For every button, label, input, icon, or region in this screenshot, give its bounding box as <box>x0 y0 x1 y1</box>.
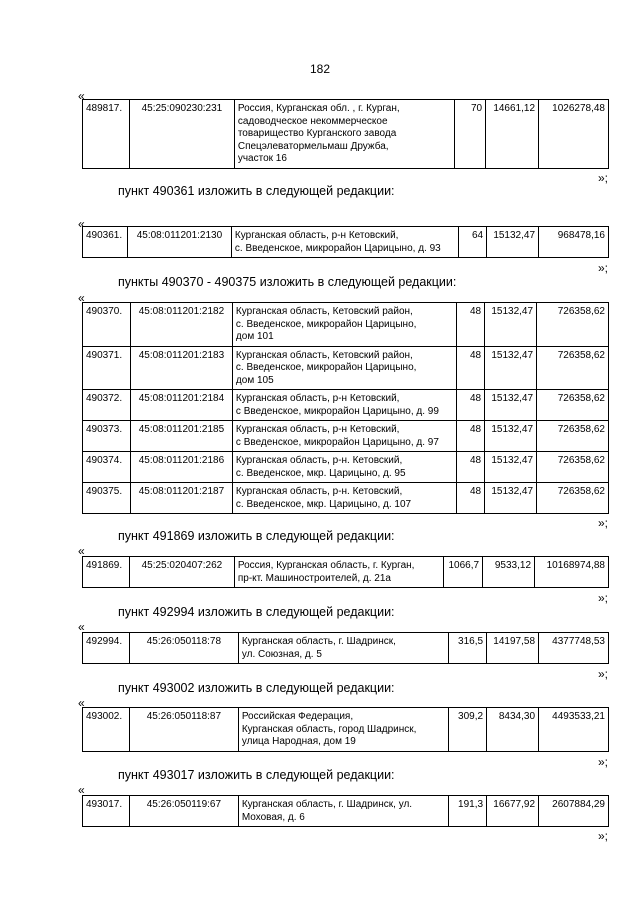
address-line: с. Введенское, мкр. Царицыно, д. 95 <box>235 467 406 479</box>
table-row <box>83 303 609 347</box>
cadastral-number: 45:08:011201:2130 <box>127 227 231 258</box>
record-table <box>82 302 609 514</box>
area: 48 <box>457 483 485 514</box>
address <box>234 100 454 169</box>
close-quote: »; <box>598 516 609 530</box>
page-number: 182 <box>309 62 331 76</box>
table-row <box>83 483 609 514</box>
address-line: улица Народная, дом 19 <box>241 736 356 747</box>
open-quote: « <box>78 783 85 797</box>
cadastral-value: 10168974,88 <box>535 557 609 588</box>
close-quote: »; <box>598 261 609 275</box>
area: 309,2 <box>449 708 487 752</box>
address <box>234 557 443 588</box>
cadastral-number: 45:08:011201:2182 <box>130 303 232 347</box>
row-number: 490361. <box>83 227 128 258</box>
record-table <box>82 632 609 664</box>
close-quote: »; <box>598 755 609 769</box>
table-row <box>83 708 609 752</box>
address-line: с. Введенское, мкр. Царицыно, д. 107 <box>235 498 412 510</box>
row-number: 490373. <box>83 421 131 452</box>
cadastral-value: 4377748,53 <box>539 633 609 664</box>
cadastral-number: 45:26:050118:78 <box>129 633 238 664</box>
record-table <box>82 795 609 827</box>
address-line: Россия, Курганская обл. , г. Курган, <box>237 103 400 114</box>
open-quote: « <box>78 544 85 558</box>
row-number: 490371. <box>83 346 131 390</box>
record-table <box>82 707 609 752</box>
address-line: Курганская область, г. Шадринск, <box>241 636 396 647</box>
cadastral-number: 45:25:020407:262 <box>129 557 234 588</box>
rate: 15132,47 <box>485 421 537 452</box>
row-number: 490374. <box>83 452 131 483</box>
rate: 15132,47 <box>485 483 537 514</box>
amendment-instruction: пункт 493017 изложить в следующей редакции: <box>118 768 395 782</box>
row-number: 493002. <box>83 708 130 752</box>
address-line: участок 16 <box>237 153 287 164</box>
rate: 16677,92 <box>487 796 539 827</box>
amendment-instruction: пункт 491869 изложить в следующей редакции: <box>118 529 395 543</box>
row-number: 490372. <box>83 390 131 421</box>
address <box>232 346 456 390</box>
row-number: 490375. <box>83 483 131 514</box>
table-row <box>83 390 609 421</box>
area: 48 <box>457 346 485 390</box>
address-line: с. Введенское, микрорайон Царицыно, <box>235 318 417 330</box>
cadastral-number: 45:08:011201:2187 <box>130 483 232 514</box>
address-line: с. Введенское, микрорайон Царицыно, <box>235 362 417 373</box>
rate: 15132,47 <box>485 346 537 390</box>
address-line: дом 105 <box>235 374 274 386</box>
address-line: ул. Союзная, д. 5 <box>241 648 322 660</box>
address-line: с Введенское, микрорайон Царицыно, д. 97 <box>235 436 439 448</box>
cadastral-value: 726358,62 <box>537 483 609 514</box>
address-line: Курганская область, город Шадринск, <box>241 723 417 735</box>
cadastral-number: 45:26:050118:87 <box>129 708 238 752</box>
cadastral-value: 726358,62 <box>537 452 609 483</box>
address-line: Курганская область, Кетовский район, <box>235 349 413 361</box>
address-line: садоводческое некоммерческое <box>237 115 388 127</box>
cadastral-value: 726358,62 <box>537 421 609 452</box>
address-line: с Введенское, микрорайон Царицыно, д. 99 <box>235 405 439 417</box>
address <box>232 421 456 452</box>
rate: 8434,30 <box>487 708 539 752</box>
cadastral-value: 726358,62 <box>537 390 609 421</box>
close-quote: »; <box>598 829 609 843</box>
area: 48 <box>457 303 485 347</box>
address-line: с. Введенское, микрорайон Царицыно, д. 93 <box>234 242 441 254</box>
address-line: Курганская область, р-н Кетовский, <box>234 230 399 241</box>
table-row <box>83 227 609 258</box>
rate: 15132,47 <box>485 390 537 421</box>
open-quote: « <box>78 620 85 634</box>
amendment-instruction: пункты 490370 - 490375 изложить в следующей редакции: <box>118 275 457 289</box>
row-number: 490370. <box>83 303 131 347</box>
area: 64 <box>459 227 487 258</box>
address-line: Курганская область, Кетовский район, <box>235 306 413 317</box>
open-quote: « <box>78 89 85 103</box>
record-table <box>82 556 609 588</box>
area: 1066,7 <box>444 557 483 588</box>
row-number: 493017. <box>83 796 130 827</box>
rate: 14661,12 <box>486 100 539 169</box>
table-row <box>83 633 609 664</box>
amendment-instruction: пункт 492994 изложить в следующей редакции: <box>118 605 395 619</box>
address <box>232 483 456 514</box>
row-number: 491869. <box>83 557 130 588</box>
amendment-instruction: пункт 490361 изложить в следующей редакции: <box>118 184 395 198</box>
address-line: Российская Федерация, <box>241 711 354 722</box>
address-line: Россия, Курганская область, г. Курган, <box>237 560 415 571</box>
table-row <box>83 346 609 390</box>
rate: 15132,47 <box>485 452 537 483</box>
record-table <box>82 99 609 169</box>
rate: 15132,47 <box>485 303 537 347</box>
address <box>232 390 456 421</box>
cadastral-number: 45:08:011201:2183 <box>130 346 232 390</box>
cadastral-number: 45:08:011201:2184 <box>130 390 232 421</box>
address-line: Курганская область, р-н. Кетовский, <box>235 455 403 466</box>
area: 191,3 <box>449 796 487 827</box>
record-table <box>82 226 609 258</box>
address <box>232 303 456 347</box>
address <box>232 452 456 483</box>
open-quote: « <box>78 217 85 231</box>
address-line: дом 101 <box>235 331 274 342</box>
area: 316,5 <box>449 633 487 664</box>
address-line: пр-кт. Машиностроителей, д. 21а <box>237 572 391 584</box>
table-row <box>83 557 609 588</box>
rate: 14197,58 <box>487 633 539 664</box>
address-line: Спецэлеватормельмаш Дружба, <box>237 140 389 152</box>
table-row <box>83 421 609 452</box>
amendment-instruction: пункт 493002 изложить в следующей редакции: <box>118 681 395 695</box>
address <box>231 227 458 258</box>
address <box>238 633 448 664</box>
area: 48 <box>457 452 485 483</box>
area: 48 <box>457 421 485 452</box>
open-quote: « <box>78 696 85 710</box>
cadastral-value: 4493533,21 <box>539 708 609 752</box>
address-line: товарищество Курганского завода <box>237 128 397 139</box>
address-line: Курганская область, г. Шадринск, ул. <box>241 799 413 810</box>
address-line: Моховая, д. 6 <box>241 811 305 823</box>
table-row <box>83 796 609 827</box>
cadastral-value: 726358,62 <box>537 346 609 390</box>
cadastral-number: 45:25:090230:231 <box>129 100 234 169</box>
address <box>238 708 448 752</box>
cadastral-value: 2607884,29 <box>539 796 609 827</box>
cadastral-number: 45:08:011201:2186 <box>130 452 232 483</box>
address-line: Курганская область, р-н Кетовский, <box>235 424 400 435</box>
cadastral-number: 45:08:011201:2185 <box>130 421 232 452</box>
row-number: 489817. <box>83 100 130 169</box>
cadastral-value: 726358,62 <box>537 303 609 347</box>
open-quote: « <box>78 291 85 305</box>
cadastral-value: 968478,16 <box>539 227 609 258</box>
address-line: Курганская область, р-н Кетовский, <box>235 393 400 404</box>
row-number: 492994. <box>83 633 130 664</box>
address <box>238 796 448 827</box>
close-quote: »; <box>598 171 609 185</box>
address-line: Курганская область, р-н. Кетовский, <box>235 486 403 497</box>
close-quote: »; <box>598 591 609 605</box>
table-row <box>83 100 609 169</box>
rate: 15132,47 <box>487 227 539 258</box>
rate: 9533,12 <box>483 557 535 588</box>
cadastral-value: 1026278,48 <box>539 100 609 169</box>
table-row <box>83 452 609 483</box>
area: 48 <box>457 390 485 421</box>
close-quote: »; <box>598 667 609 681</box>
area: 70 <box>455 100 486 169</box>
cadastral-number: 45:26:050119:67 <box>129 796 238 827</box>
